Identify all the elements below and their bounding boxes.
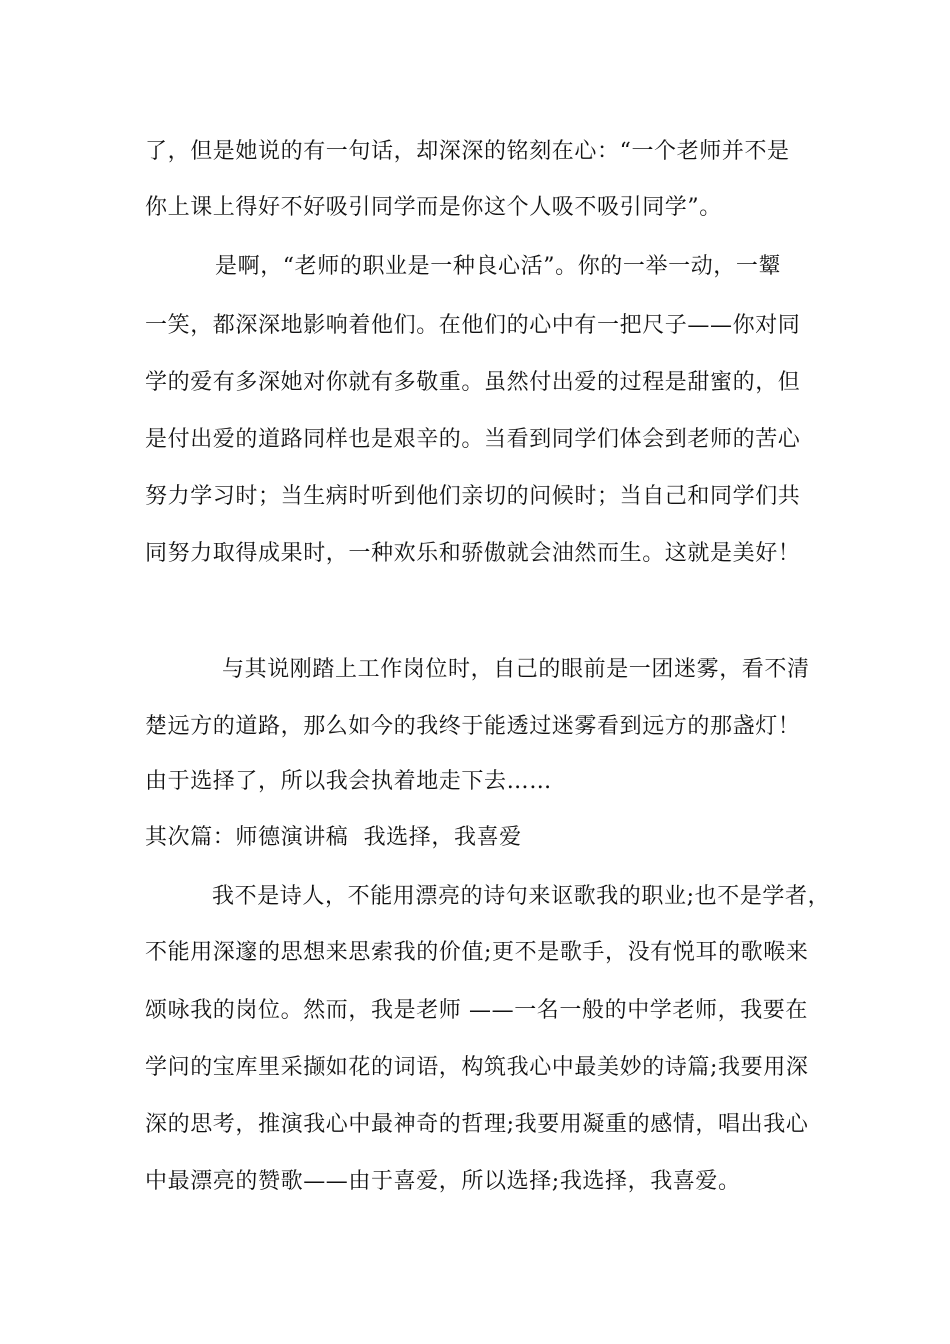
paragraph-line: 楚远方的道路，那么如今的我终于能透过迷雾看到远方的那盏灯！ bbox=[145, 714, 801, 739]
paragraph-line: 同努力取得成果时，一种欢乐和骄傲就会油然而生。这就是美好！ bbox=[145, 541, 801, 566]
section-heading: 其次篇：师德演讲稿 我选择，我喜爱 bbox=[145, 825, 522, 850]
paragraph-line: 努力学习时；当生病时听到他们亲切的问候时；当自己和同学们共 bbox=[145, 484, 801, 509]
paragraph-line: 不能用深邃的思想来思索我的价值;更不是歌手，没有悦耳的歌喉来 bbox=[145, 940, 809, 965]
paragraph-line: 是付出爱的道路同样也是艰辛的。当看到同学们体会到老师的苦心 bbox=[145, 427, 801, 452]
paragraph-line: 学问的宝库里采撷如花的词语，构筑我心中最美妙的诗篇;我要用深 bbox=[145, 1055, 809, 1080]
paragraph-line: 中最漂亮的赞歌——由于喜爱，所以选择;我选择，我喜爱。 bbox=[145, 1169, 741, 1194]
paragraph-line: 你上课上得好不好吸引同学而是你这个人吸不吸引同学”。 bbox=[145, 195, 722, 220]
paragraph-line: 由于选择了，所以我会执着地走下去…… bbox=[145, 769, 552, 794]
paragraph-line: 颂咏我的岗位。然而，我是老师 ——一名一般的中学老师，我要在 bbox=[145, 998, 808, 1023]
paragraph-line: 深的思考，推演我心中最神奇的哲理;我要用凝重的感情，唱出我心 bbox=[145, 1112, 809, 1137]
paragraph-line: 我不是诗人，不能用漂亮的诗句来讴歌我的职业;也不是学者， bbox=[212, 884, 831, 909]
paragraph-line: 了，但是她说的有一句话，却深深的铭刻在心：“一个老师并不是 bbox=[145, 139, 790, 164]
paragraph-line: 与其说刚踏上工作岗位时，自己的眼前是一团迷雾，看不清 bbox=[222, 657, 810, 682]
paragraph-line: 是啊，“老师的职业是一种良心活”。你的一举一动，一颦 bbox=[215, 254, 782, 279]
paragraph-line: 学的爱有多深她对你就有多敬重。虽然付出爱的过程是甜蜜的，但 bbox=[145, 370, 801, 395]
paragraph-line: 一笑，都深深地影响着他们。在他们的心中有一把尺子——你对同 bbox=[145, 313, 801, 338]
